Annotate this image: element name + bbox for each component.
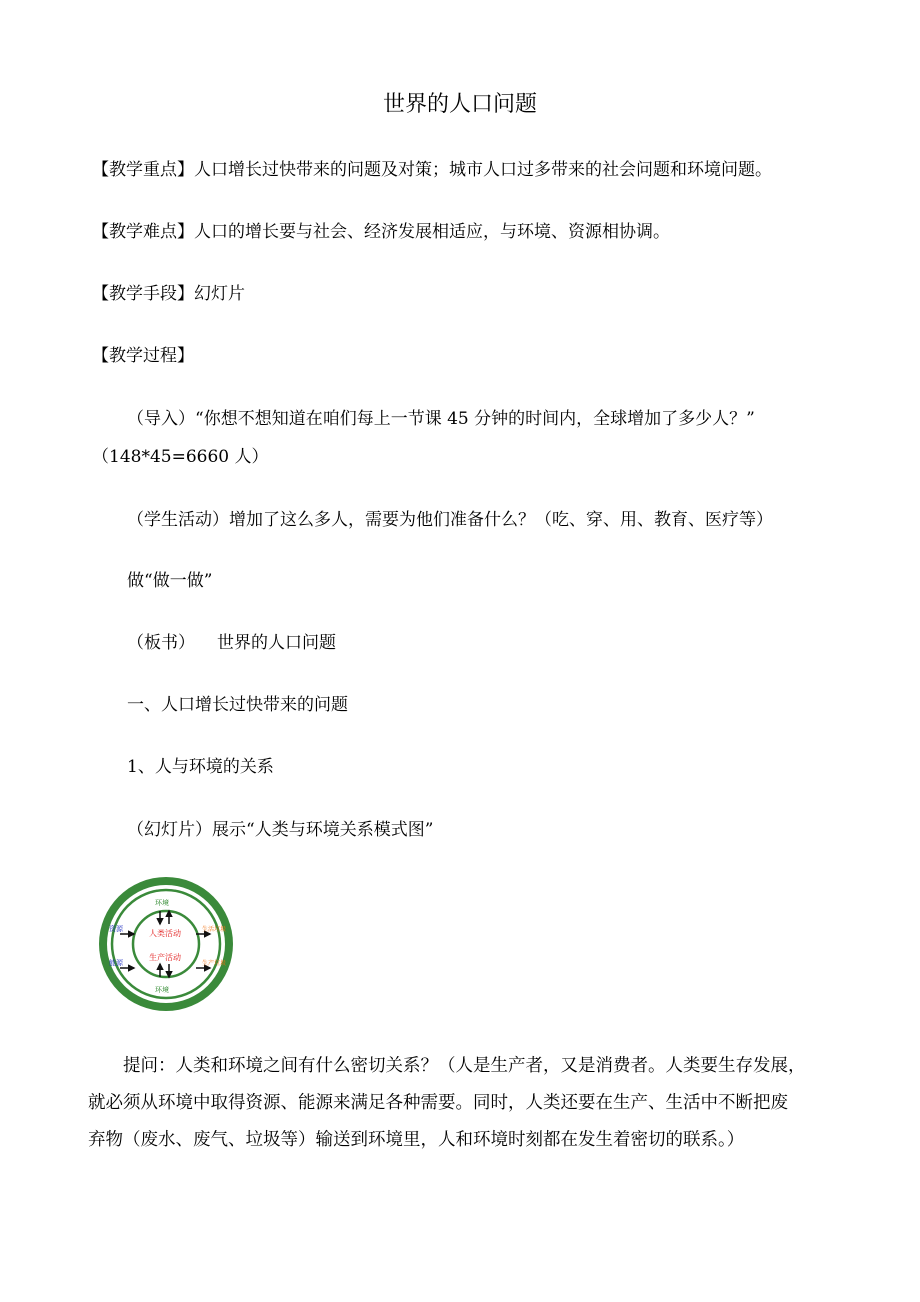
- means-text: 幻灯片: [194, 284, 245, 304]
- activity-paragraph: （学生活动）增加了这么多人，需要为他们准备什么？（吃、穿、用、教育、医疗等）: [127, 510, 773, 530]
- difficulties-text: 人口的增长要与社会、经济发展相适应，与环境、资源相协调。: [194, 222, 670, 242]
- key-points-text: 人口增长过快带来的问题及对策；城市人口过多带来的社会问题和环境问题。: [194, 160, 772, 180]
- means-paragraph: [92, 281, 832, 307]
- difficulties-label: 【教学难点】: [92, 222, 194, 242]
- question-line-2: 就必须从环境中取得资源、能源来满足各种需要。同时，人类还要在生产、生活中不断把废: [88, 1093, 788, 1113]
- slide-show-paragraph: （幻灯片）展示“人类与环境关系模式图”: [127, 820, 434, 840]
- diagram-label-top: 环境: [155, 899, 169, 907]
- diagram-label-right-bottom: 生产垃圾: [201, 960, 227, 967]
- subsection-heading-1: 1、人与环境的关系: [127, 757, 274, 777]
- center-ring: [133, 911, 199, 977]
- means-label: 【教学手段】: [92, 284, 194, 304]
- board-label: （板书）: [127, 633, 195, 653]
- board-paragraph: [127, 630, 867, 656]
- question-line-1: 提问：人类和环境之间有什么密切关系？（人是生产者，又是消费者。人类要生存发展，: [123, 1056, 806, 1076]
- board-text: 世界的人口问题: [217, 633, 336, 653]
- human-environment-diagram: [96, 874, 236, 1014]
- diagram-label-bottom: 环境: [155, 986, 169, 994]
- key-points-paragraph: [92, 157, 832, 183]
- diagram-label-left-top: 资源: [109, 925, 123, 933]
- diagram-label-left-bottom: 能源: [109, 959, 123, 967]
- process-heading: 【教学过程】: [92, 346, 194, 366]
- difficulties-paragraph: [92, 219, 832, 245]
- question-paragraph: [88, 1048, 833, 1159]
- diagram-label-center-top: 人类活动: [149, 929, 181, 938]
- intro-line-1: （导入）“你想不想知道在咱们每上一节课 45 分钟的时间内，全球增加了多少人？”: [127, 409, 755, 429]
- question-line-3: 弃物（废水、废气、垃圾等）输送到环境里，人和环境时刻都在发生着密切的联系。）: [88, 1130, 745, 1150]
- intro-line-2: （148*45=6660 人）: [92, 447, 269, 467]
- section-heading-1: 一、人口增长过快带来的问题: [127, 695, 348, 715]
- page-title: 世界的人口问题: [382, 92, 537, 117]
- key-points-label: 【教学重点】: [92, 160, 194, 180]
- diagram-label-center-bottom: 生产活动: [149, 953, 181, 962]
- do-it-paragraph: 做“做一做”: [127, 571, 213, 591]
- diagram-label-right-top: 生活垃圾: [201, 926, 227, 933]
